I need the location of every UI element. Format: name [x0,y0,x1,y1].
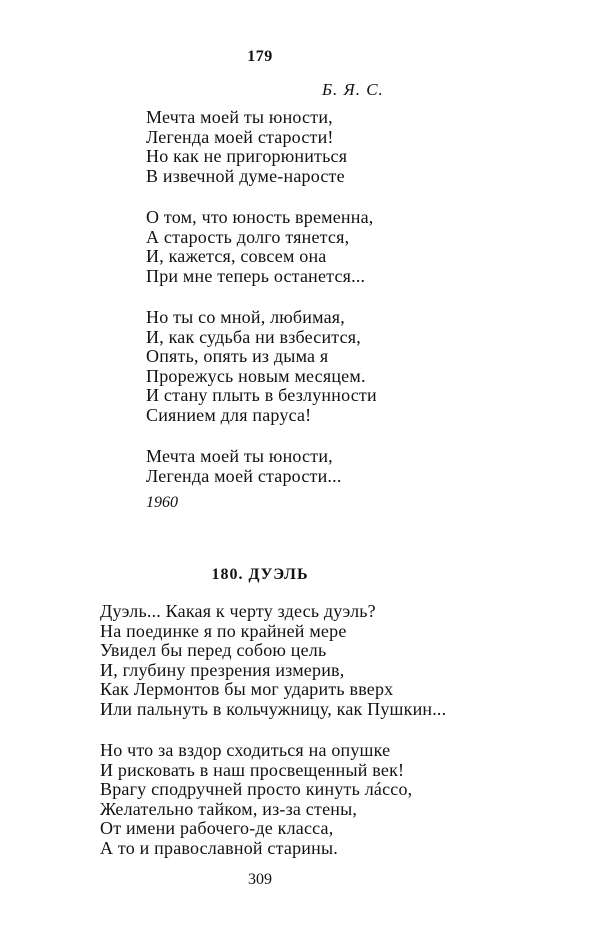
verse-line: Сиянием для паруса! [146,404,312,425]
verse-line: И стану плыть в безлунности [146,385,377,405]
verse-line: Дуэль... Какая к черту здесь дуэль? [100,601,376,621]
verse-line: Но что за вздор сходиться на опушке [100,740,391,760]
verse-line: Увидел бы перед собою цель [100,640,327,660]
stanza-3 [146,308,377,425]
verse-line: А то и православной старины. [100,837,338,858]
verse-line: При мне теперь останется... [146,265,366,286]
verse-line: На поединке я по крайней мере [100,620,347,641]
verse-line: Или пальнуть в кольчужницу, как Пушкин... [100,698,447,719]
verse-line: Легенда моей старости! [146,126,334,147]
stanza-2 [146,208,373,286]
verse-line: О том, что юность временна, [146,207,374,227]
verse-line: И, кажется, совсем она [146,246,327,266]
verse-line: И, глубину презрения измерив, [100,659,345,680]
poem-number: 179 [247,48,273,65]
verse-line: Врагу сподручней просто кинуть лáссо, [100,779,413,799]
verse-line: От имени рабочего-де класса, [100,818,334,838]
stanza-6 [100,741,412,858]
verse-line: И, как судьба ни взбесится, [146,326,361,347]
verse-line: Желательно тайком, из-за стены, [100,798,358,819]
verse-line: Опять, опять из дыма я [146,346,329,366]
dedication: Б. Я. С. [322,80,384,99]
poem-title: 180. ДУЭЛЬ [211,566,309,583]
verse-line: Мечта моей ты юности, [146,107,333,127]
poem-date: 1960 [146,494,178,511]
verse-line: Мечта моей ты юности, [146,446,333,466]
verse-line: Прорежусь новым месяцем. [146,365,366,386]
verse-line: Как Лермонтов бы мог ударить вверх [100,679,394,699]
verse-line: Но как не пригорюниться [146,146,348,166]
verse-line: И рисковать в наш просвещенный век! [100,759,405,780]
verse-line: А старость долго тянется, [146,226,350,247]
verse-line: В извечной думе-наросте [146,165,345,186]
page-number: 309 [248,871,272,888]
stanza-1 [146,108,347,186]
verse-line: Но ты со мной, любимая, [146,307,345,327]
stanza-5 [100,602,446,719]
stanza-4 [146,447,342,486]
verse-line: Легенда моей старости... [146,465,342,486]
